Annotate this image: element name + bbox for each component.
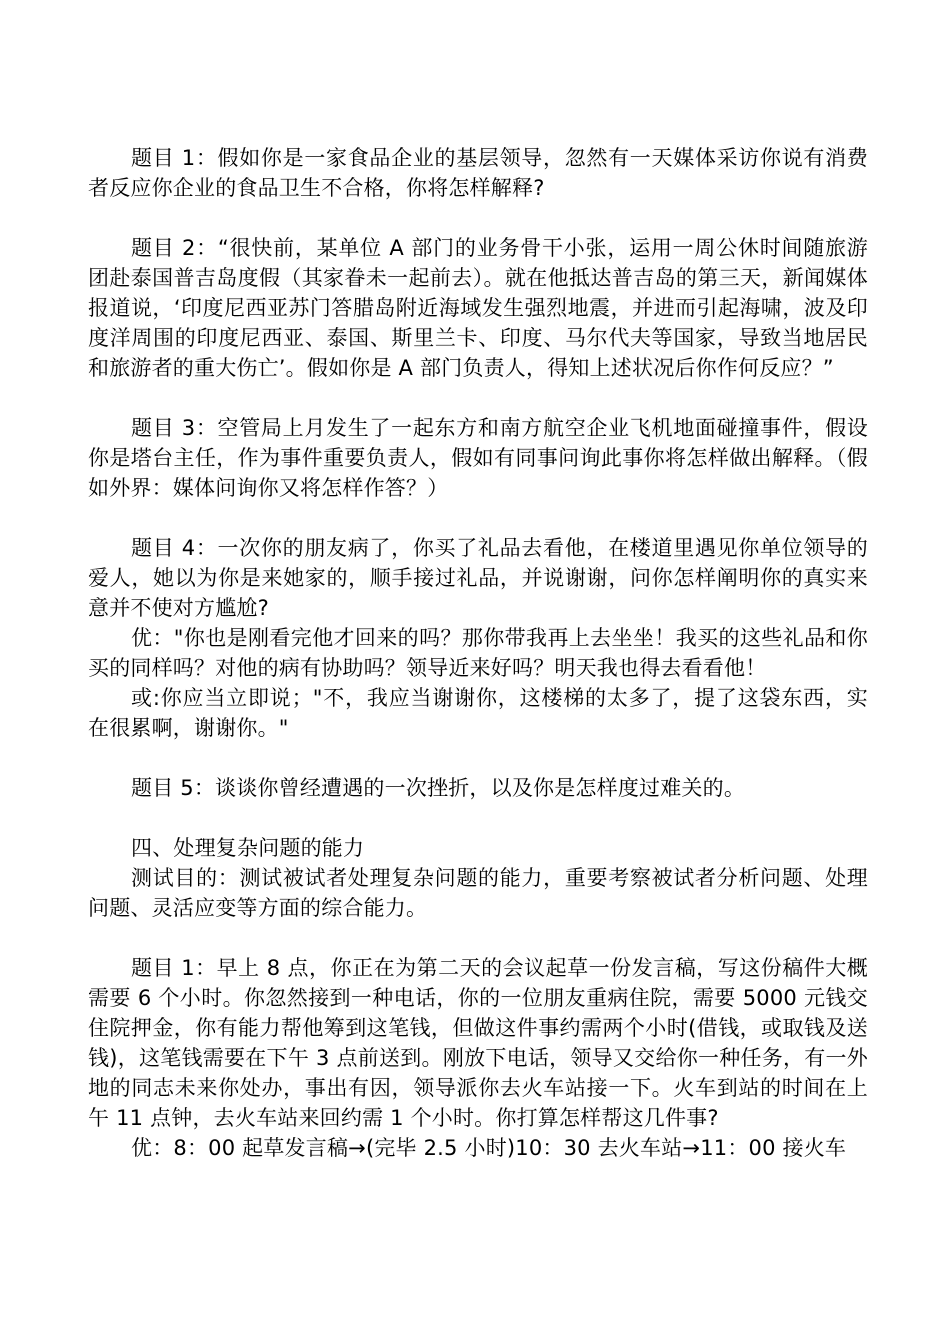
blank-line [88,803,868,833]
answer-good-paragraph: 优："你也是刚看完他才回来的吗？那你带我再上去坐坐！我买的这些礼品和你买的同样吗？对他的病有协助吗？领导近来好吗？明天我也得去看看他！ [88,626,868,680]
answer-alternative-paragraph: 或:你应当立即说；"不，我应当谢谢你，这楼梯的太多了，提了这袋东西，实在很累啊，谢谢你。" [88,686,868,740]
question-2-paragraph: 题目 2：“很快前，某单位 A 部门的业务骨干小张，运用一周公休时间随旅游团赴泰国普吉岛度假（其家眷未一起前去）。就在他抵达普吉岛的第三天，新闻媒体报道说，‘印度尼西亚苏门答腊岛附近海域发生强烈地震，并进而引起海啸，波及印度洋周围的印度尼西亚、泰国、斯里兰卡、印度、马尔代夫等国家，导致当地居民和旅游者的重大伤亡’。假如你是 A 部门负责人，得知上述状况后你作何反应？” [88,236,868,380]
question-5-paragraph: 题目 5：谈谈你曾经遭遇的一次挫折，以及你是怎样度过难关的。 [131,776,746,800]
question-1-paragraph: 题目 1：假如你是一家食品企业的基层领导，忽然有一天媒体采访你说有消费者反应你企业的食品卫生不合格，你将怎样解释? [88,146,868,200]
blank-line [88,923,868,953]
question-3-paragraph: 题目 3：空管局上月发生了一起东方和南方航空企业飞机地面碰撞事件，假设你是塔台主任，作为事件重要负责人，假如有同事问询此事你将怎样做出解释。（假如外界：媒体问询你又将怎样作答？） [88,416,868,500]
document-body [88,143,868,1163]
blank-line [88,503,868,533]
section-heading: 四、处理复杂问题的能力 [131,836,365,860]
blank-line [88,743,868,773]
question-4-paragraph: 题目 4：一次你的朋友病了，你买了礼品去看他，在楼道里遇见你单位领导的爱人，她以为你是来她家的，顺手接过礼品，并说谢谢，问你怎样阐明你的真实来意并不使对方尴尬? [88,536,868,620]
blank-line [88,203,868,233]
test-purpose-paragraph: 测试目的：测试被试者处理复杂问题的能力，重要考察被试者分析问题、处理问题、灵活应变等方面的综合能力。 [88,866,868,920]
schedule-answer-paragraph: 优：8：00 起草发言稿→(完毕 2.5 小时)10：30 去火车站→11：00 接火车 [131,1136,847,1160]
blank-line [88,383,868,413]
section-question-1-paragraph: 题目 1：早上 8 点，你正在为第二天的会议起草一份发言稿，写这份稿件大概需要 6 个小时。你忽然接到一种电话，你的一位朋友重病住院，需要 5000 元钱交住院押金，你有能力帮他筹到这笔钱，但做这件事约需两个小时(借钱，或取钱及送钱)，这笔钱需要在下午 3 点前送到。刚放下电话，领导又交给你一种任务，有一外地的同志未来你处办，事出有因，领导派你去火车站接一下。火车到站的时间在上午 11 点钟，去火车站来回约需 1 个小时。你打算怎样帮这几件事? [88,956,868,1130]
